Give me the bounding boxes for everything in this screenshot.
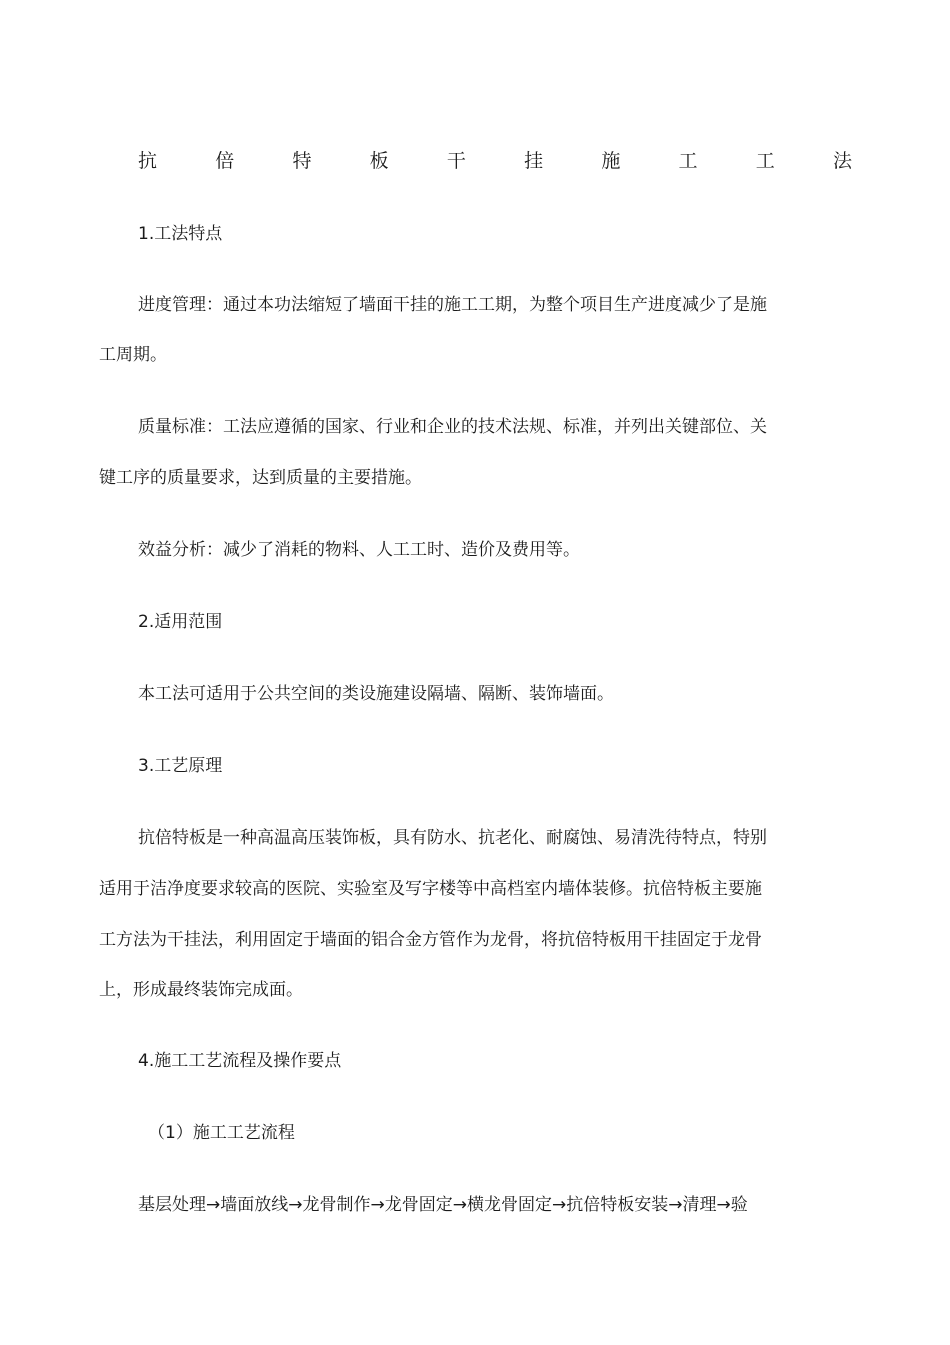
principle-paragraph-line-3: 工方法为干挂法，利用固定于墙面的铝合金方管作为龙骨，将抗倍特板用干挂固定于龙骨 — [99, 930, 762, 950]
principle-paragraph-line-2: 适用于洁净度要求较高的医院、实验室及写字楼等中高档室内墙体装修。抗倍特板主要施 — [99, 879, 762, 899]
benefit-paragraph-line-1: 效益分析：减少了消耗的物料、人工工时、造价及费用等。 — [138, 540, 580, 560]
section-4-heading: 4.施工工艺流程及操作要点 — [138, 1051, 342, 1071]
title-char: 工 — [755, 150, 775, 172]
principle-paragraph-line-1: 抗倍特板是一种高温高压装饰板，具有防水、抗老化、耐腐蚀、易清洗待特点，特别 — [138, 828, 767, 848]
progress-paragraph-line-2: 工周期。 — [99, 345, 167, 365]
section-4-subheading-1: （1）施工工艺流程 — [148, 1123, 295, 1143]
scope-paragraph-line-1: 本工法可适用于公共空间的类设施建设隔墙、隔断、装饰墙面。 — [138, 684, 614, 704]
section-1-heading: 1.工法特点 — [138, 224, 223, 244]
title-char: 特 — [292, 150, 312, 172]
quality-paragraph-line-2: 键工序的质量要求，达到质量的主要措施。 — [99, 468, 422, 488]
title-char: 施 — [601, 150, 621, 172]
title-char: 板 — [369, 150, 389, 172]
section-2-heading: 2.适用范围 — [138, 612, 223, 632]
document-title — [138, 150, 852, 172]
title-char: 法 — [832, 150, 852, 172]
title-char: 抗 — [138, 150, 158, 172]
title-char: 挂 — [524, 150, 544, 172]
title-char: 干 — [446, 150, 466, 172]
title-char: 倍 — [215, 150, 235, 172]
flow-paragraph-line-1: 基层处理→墙面放线→龙骨制作→龙骨固定→横龙骨固定→抗倍特板安装→清理→验 — [138, 1195, 748, 1215]
section-3-heading: 3.工艺原理 — [138, 756, 223, 776]
quality-paragraph-line-1: 质量标准：工法应遵循的国家、行业和企业的技术法规、标准，并列出关键部位、关 — [138, 417, 767, 437]
title-char: 工 — [678, 150, 698, 172]
principle-paragraph-line-4: 上，形成最终装饰完成面。 — [99, 980, 303, 1000]
progress-paragraph-line-1: 进度管理：通过本功法缩短了墙面干挂的施工工期，为整个项目生产进度减少了是施 — [138, 295, 767, 315]
